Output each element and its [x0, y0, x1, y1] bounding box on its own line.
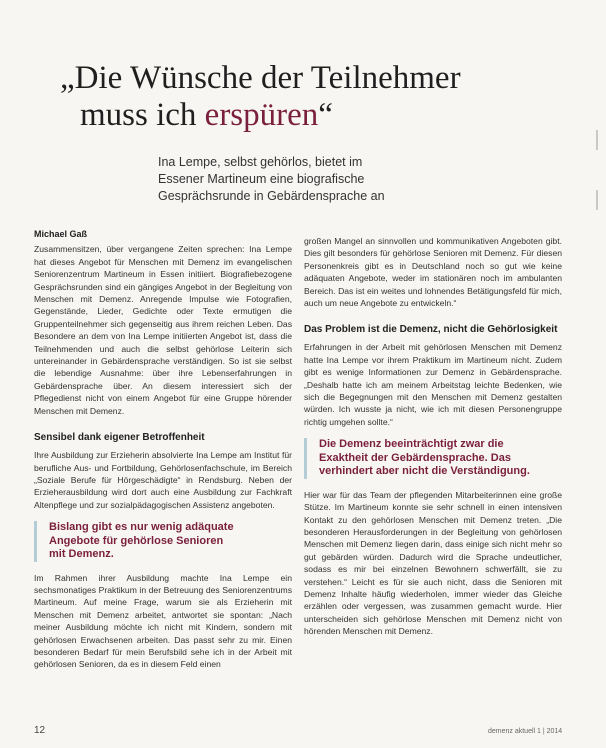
section-heading-problem: Das Problem ist die Demenz, nicht die Gehörlosigkeit [304, 324, 558, 336]
headline-line2-start: muss ich [80, 97, 205, 133]
paragraph-praktikum: Im Rahmen ihrer Ausbildung machte Ina Lempe ein sechsmonatiges Praktikum in der Betreuung des Seniorenzentrums Martineum. Auf meine Frage, warum sie als Erzieherin mit Menschen mit Demenz arbeitet, antwortet sie spontan: „Nach meiner Ausbildung möchte ich nicht mit Kindern, sondern mit gehörlosen Erwachsenen arbeiten. Das passt sehr zu mir. Einen besonderen Bedarf für mein Berufsbild sehe ich in der Arbeit mit gehörlosen Senioren, da es in diesem Feld einen [34, 572, 292, 670]
deck-line-2: Essener Martineum eine biografische [158, 172, 365, 186]
pull-quote-right-line-3: verhindert aber nicht die Verständigung. [319, 465, 530, 478]
pull-quote-left-line-2: Angebote für gehörlose Senioren [49, 534, 224, 547]
headline-closing-quote: “ [318, 97, 333, 133]
deck-line-3: Gesprächsrunde in Gebärdensprache an [158, 189, 385, 203]
headline-line1: „Die Wünsche der Teilnehmer [60, 60, 461, 96]
paragraph-mangel: großen Mangel an sinnvollen und kommunikativen Angeboten gibt. Dies gilt besonders für gehörlose Senioren mit Demenz. Für diesen Personenkreis gibt es in Deutschland noch so gut wie keine adäquaten Angebote, weder im stationären noch im ambulanten Bereich. Das ist ein weites und lohnendes Betätigungsfeld für mich, auch um neue Angebote zu entwickeln.“ [304, 236, 562, 309]
publication-footer: demenz aktuell 1 | 2014 [488, 728, 563, 735]
paragraph-ausbildung: Ihre Ausbildung zur Erzieherin absolvierte Ina Lempe am Institut für berufliche Aus- und Fortbildung, Gehörlosenfachschule, im Bereich „Soziale Berufe für Hörgeschädigte“ in Rendsburg. Neben der Erzieherausbildung wird dort auch eine Ausbildung zur Fachkraft Altenpflege und zur sozialpädagogischen Assistenz angeboten. [34, 450, 292, 510]
pull-quote-right-line-2: Exaktheit der Gebärdensprache. Das [319, 451, 511, 464]
section-heading-sensibel: Sensibel dank eigener Betroffenheit [34, 432, 205, 444]
deck-line-1: Ina Lempe, selbst gehörlos, bietet im [158, 155, 363, 169]
paragraph-erfahrungen: Erfahrungen in der Arbeit mit gehörlosen Menschen mit Demenz hatte Ina Lempe vor ihrem Praktikum im Martineum nicht. Zudem gibt es wenige Informationen zur Demenz in Gebärdensprache. „Deshalb hatte ich am meinem Arbeitstag leichte Bedenken, wie sich die Begegnungen mit den Menschen mit Demenz gestalten würden. Ich wusste ja nicht, wie ich mit diesen Personengruppe richtig umgehen sollte.“ [304, 342, 562, 427]
pull-quote-left [34, 521, 292, 562]
left-column [34, 228, 292, 671]
headline [60, 60, 560, 134]
page-edge-mark [596, 130, 598, 150]
pull-quote-right [304, 438, 562, 479]
paragraph-team: Hier war für das Team der pflegenden Mitarbeiterinnen eine große Stütze. Im Martineum konnte sie sehr schnell in einen intensiven Kontakt zu den gehörlosen Menschen mit Demenz treten. „Die besonderen Herausforderungen in der Begleitung von gehörlosen Menschen mit Demenz liegen darin, dass einige sich nicht mehr so gut gebärden würden. Dadurch wird die Sprache undeutlicher, sodass es mir bei einzelnen Bewohnern schwerfällt, sie zu verstehen.“ Leicht es für sie auch nicht, dass die Senioren mit Demenz Inhalte häufig wiederholen, immer wieder das Gleiche erzählen oder vergessen, was zusammen gemacht wurde. Hier unterscheiden sich gehörlose Menschen mit Demenz nicht von hörenden Menschen mit Demenz. [304, 489, 562, 637]
headline-line2 [60, 97, 560, 134]
pull-quote-left-line-3: mit Demenz. [49, 548, 114, 561]
right-column [304, 235, 562, 638]
page-edge-mark [596, 190, 598, 210]
headline-accent-word: erspüren [204, 97, 319, 133]
page-number: 12 [34, 725, 46, 736]
author-byline: Michael Gaß [34, 229, 88, 239]
intro-paragraph: Zusammensitzen, über vergangene Zeiten sprechen: Ina Lempe hat dieses Angebot für Menschen mit Demenz im evangelischen Seniorenzentrum Martineum in Essen initiiert. Biografiebezogene Gesprächsrunden sind ein gängiges Angebot in der Begleitung von Menschen mit Demenz. Anregende Impulse wie Fotografien, Gegenstände, Lieder, Gedichte oder Texte ermutigen die Gruppenteilnehmer sich gegenseitig aus ihrem reichen Leben. Das Besondere an dem von Ina Lempe initiierten Angebot ist, dass die Teilnehmenden und auch die selbst gehörlose Leiterin sich untereinander in Gebärdensprache verständigen. So ist sie selbst die lebendige Ausnahme: über ihre Lebenserfahrungen in Gebärdensprache über. An diesem interessiert sich der Pflegedienst nicht von einem Angebot für eine Gruppe hörender Menschen mit Demenz. [34, 244, 292, 416]
pull-quote-left-line-1: Bislang gibt es nur wenig adäquate [49, 521, 234, 534]
pull-quote-right-line-1: Die Demenz beeinträchtigt zwar die [319, 438, 504, 451]
article-deck [158, 154, 458, 205]
